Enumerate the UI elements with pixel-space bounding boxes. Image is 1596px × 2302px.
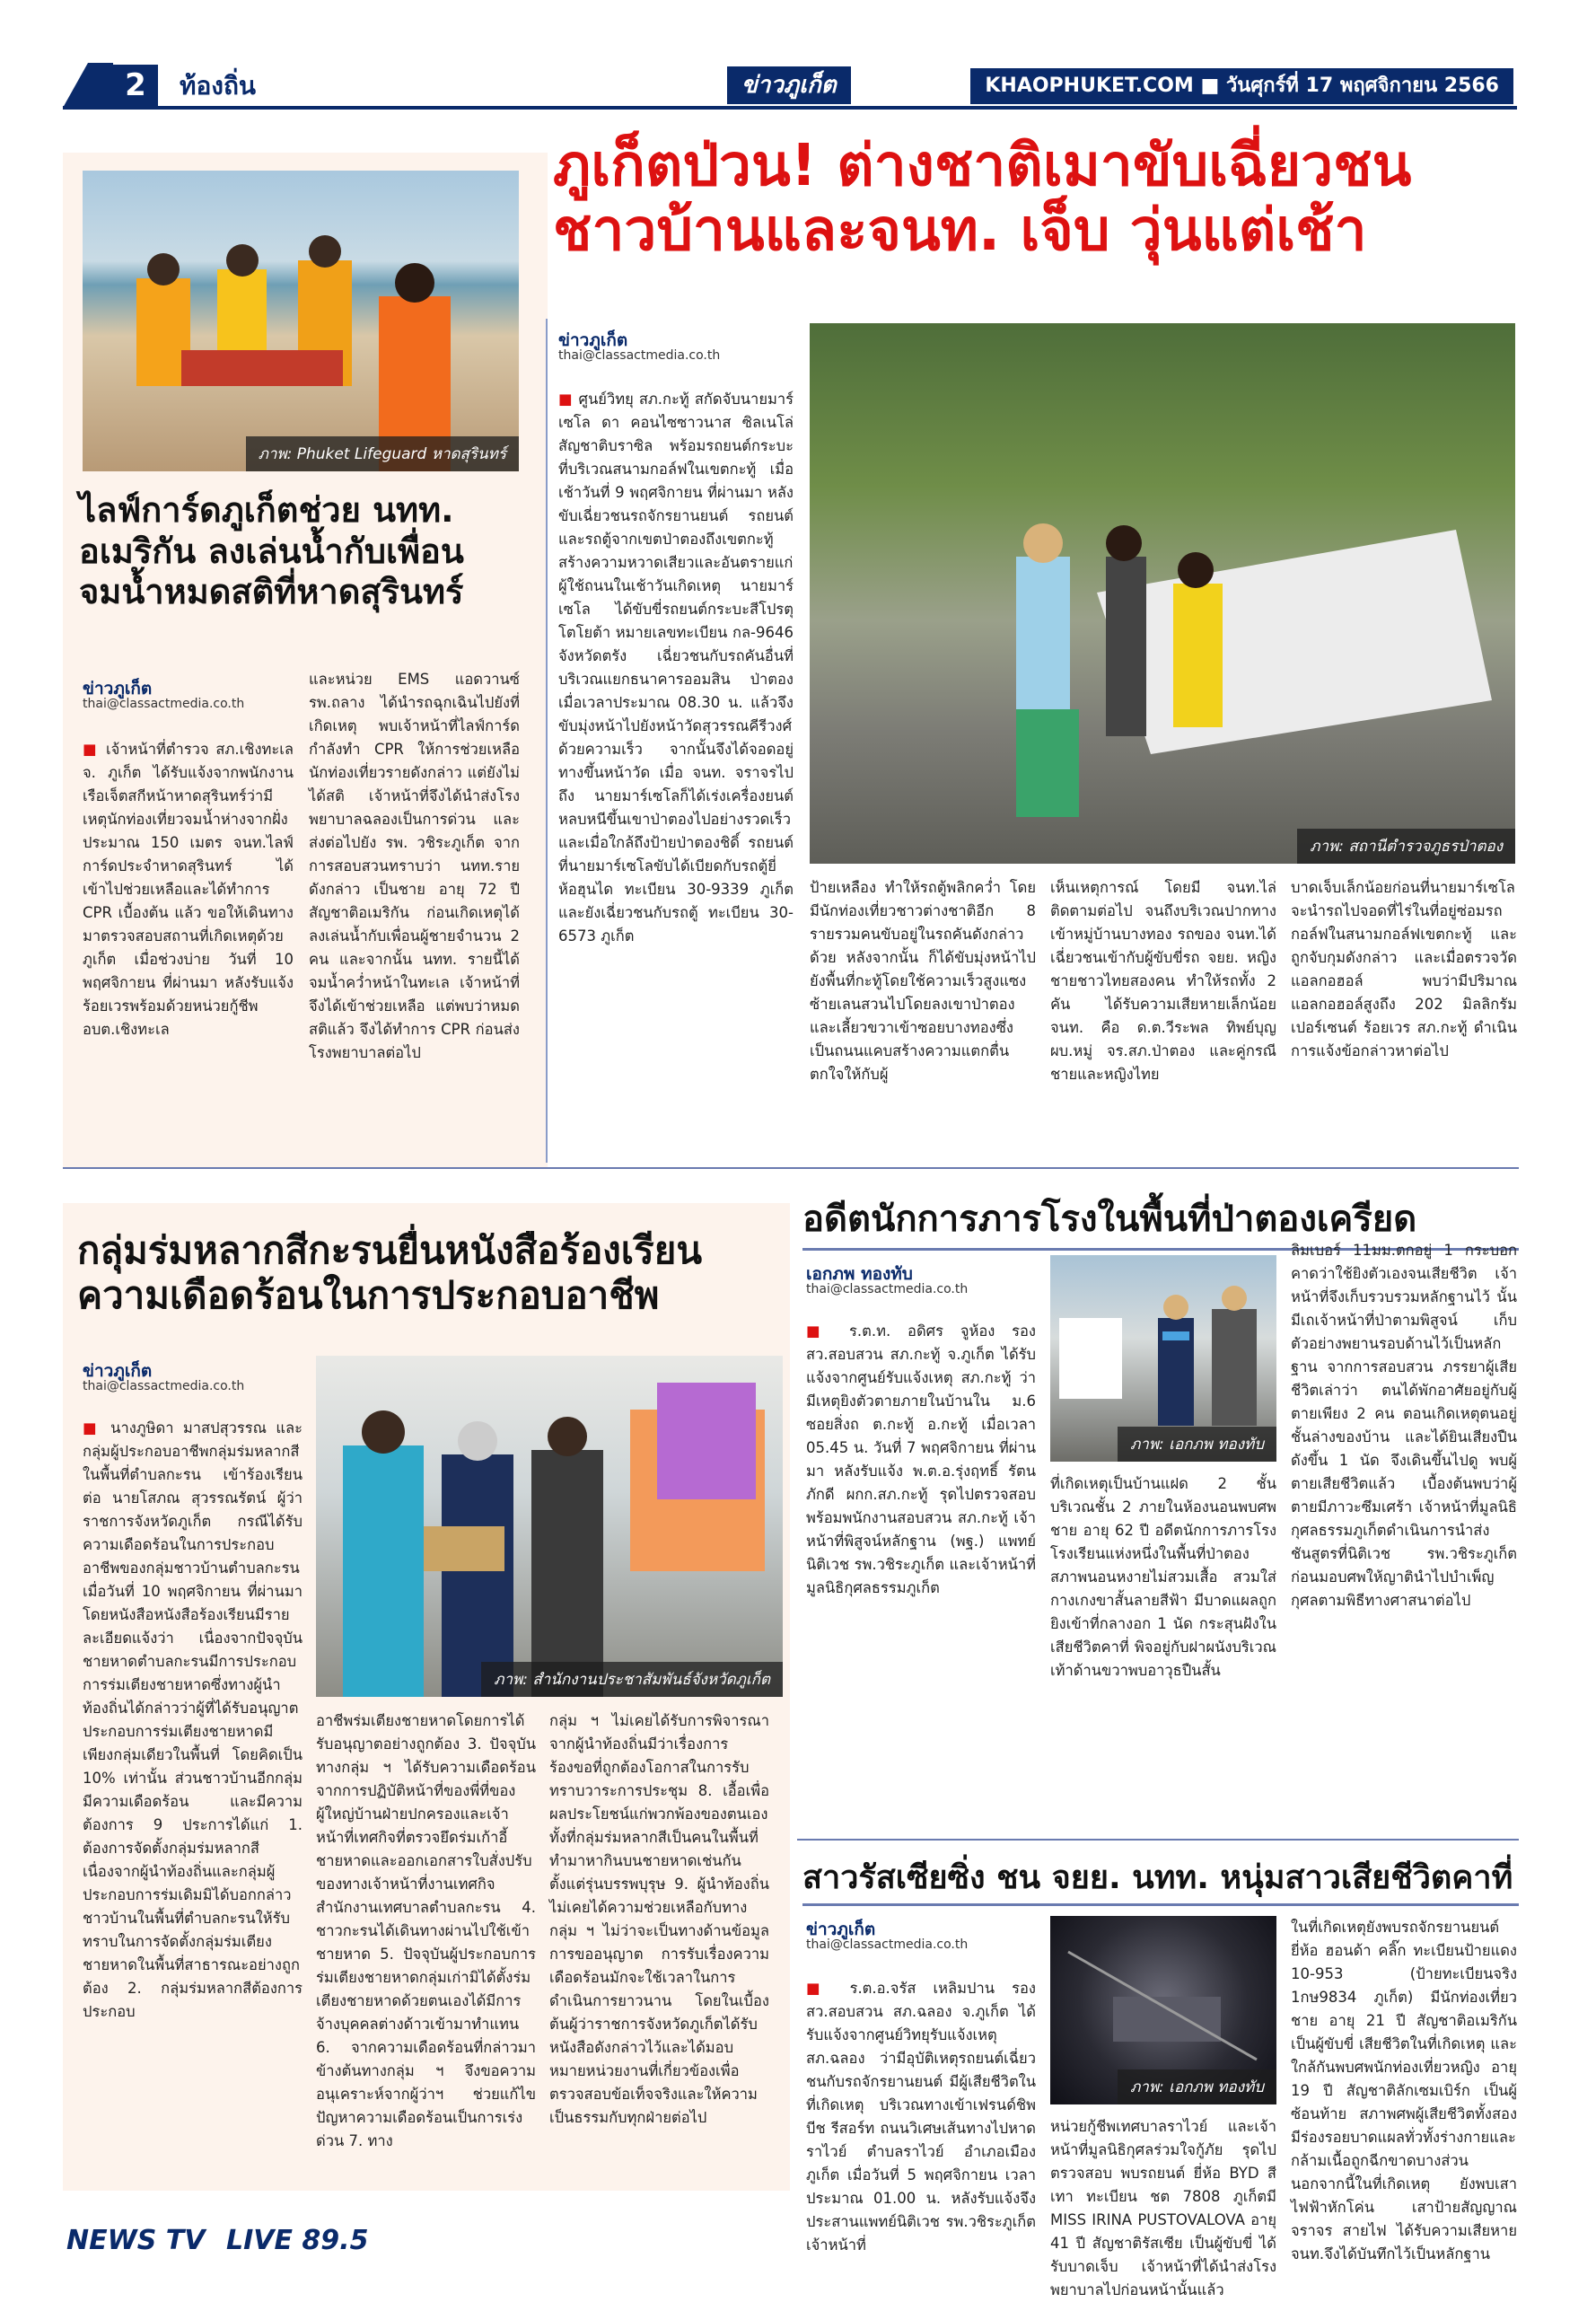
story5-photo bbox=[1050, 1916, 1276, 2104]
bullet-square-icon: ■ bbox=[806, 1322, 850, 1340]
story3-text-1: นางภูษิดา มาสปสุวรรณ และกลุ่มผู้ประกอบอาชีพกลุ่มร่มหลากสีในพื้นที่ตำบลกะรน เข้าร้องเรียนต่อ นายโสภณ สุวรรณรัตน์ ผู้ว่าราชการจังหวัดภูเก็ต กรณีได้รับความเดือดร้อนในการประกอบอาชีพของกลุ่มชาวบ้านตำบลกะรน เมื่อวันที่ 10 พฤศจิกายน ที่ผ่านมา โดยหนังสือหนังสือร้องเรียนมีรายละเอียดแจ้งว่า เนื่องจากปัจจุบันชายหาดตำบลกะรนมีการประกอบการร่มเตียงชายหาดซึ่งทางผู้นำท้องถิ่นได้กล่าวว่าผู้ที่ได้รับอนุญาตประกอบการร่มเตียงชายหาดมีเพียงกลุ่มเดียวในพื้นที่ โดยคิดเป็น 10% เท่านั้น ส่วนชาวบ้านอีกกลุ่มมีความเดือดร้อน และมีความต้องการ 9 ประการได้แก่ 1. ต้องการจัดตั้งกลุ่มร่มหลากสีเนื่องจากผู้นำท้องถิ่นและกลุ่มผู้ประกอบการร่มเดิมมิได้บอกกล่าวชาวบ้านในพื้นที่ตำบลกะรนให้รับทราบในการจัดตั้งกลุ่มร่มเตียงชายหาดในพื้นที่สาธารณะอย่างถูกต้อง 2. กลุ่มร่มหลากสีต้องการประกอบ bbox=[83, 1419, 303, 2020]
story4-photo bbox=[1050, 1255, 1276, 1462]
story1-headline-line-3: จมน้ำหมดสติที่หาดสุรินทร์ bbox=[79, 572, 464, 612]
story1-byline: ข่าวภูเก็ต bbox=[83, 679, 153, 699]
horizontal-divider-2 bbox=[797, 1839, 1519, 1841]
story4-column-3: ลิมเบอร์ 11มม.ตกอยู่ 1 กระบอก คาดว่าใช้ยิงตัวเองจนเสียชีวิต เจ้าหน้าที่จึงเก็บรวบรวมหลักฐานไว้ นั้นมีเถเจ้าหน้าที่ป่าตามพิสูจน์ เก็บตัวอย่างพยานรอบด้านไว้เป็นหลักฐาน จากการสอบสวน ภรรยาผู้เสียชีวิตเล่าว่า ตนได้พักอาศัยอยู่กับผู้ตายเพียง 2 คน ตอนเกิดเหตุตนอยู่ชั้นล่างของบ้าน และได้ยินเสียงปืนดังขึ้น 1 นัด จึงเดินขึ้นไปดู พบผู้ตายเสียชีวิตแล้ว เบื้องต้นพบว่าผู้ตายมีภาวะซึมเศร้า เจ้าหน้าที่มูลนิธิกุศลธรรมภูเก็ตดำเนินการนำส่งชันสูตรที่นิติเวช รพ.วชิระภูเก็ต ก่อนมอบศพให้ญาตินำไปบำเพ็ญกุศลตามพิธีทางศาสนาต่อไป bbox=[1291, 1242, 1517, 1609]
story2-text-1: ศูนย์วิทยุ สภ.กะทู้ สกัดจับนายมาร์เซโล ดา คอนไซซาวนาส ซิลเนโล่ สัญชาติบราซิล พร้อมรถยนต์กระบะ ที่บริเวณสนามกอล์ฟในเขตกะทู้ เมื่อเช้าวันที่ 9 พฤศจิกายน ที่ผ่านมา หลังขับเฉี่ยวชนรถจักรยานยนต์ รถยนต์ และรถตู้จากเขตป่าตองถึงเขตกะทู้ สร้างความหวาดเสียวและอันตรายแก่ผู้ใช้ถนนในเช้าวันเกิดเหตุ นายมาร์เซโล ได้ขับขี่รถยนต์กระบะสีโปรตุ โตโยต้า หมายเลขทะเบียน กล-9646 จังหวัดตรัง เฉี่ยวชนกับรถคันอื่นที่บริเวณแยกธนาคารออมสิน ป่าตอง เมื่อเวลาประมาณ 08.30 น. แล้วจึงขับมุ่งหน้าไปยังหน้าวัดสุวรรณคีรีวงศ์ด้วยความเร็ว จากนั้นจึงได้จอดอยู่ทางขึ้นหน้าวัด เมื่อ จนท. จราจรไปถึง นายมาร์เซโลก็ได้เร่งเครื่องยนต์หลบหนีขึ้นเขาป่าตองไปอย่างรวดเร็ว และเมื่อใกล้ถึงป้ายป่าตองชิดิ์ รถยนต์ที่นายมาร์เซโลขับได้เบียดกับรถตู้ยี่ห้อฮุนได ทะเบียน 30-9339 ภูเก็ต และยังเฉี่ยวชนกับรถตู้ ทะเบียน 30-6573 ภูเก็ต bbox=[558, 391, 794, 945]
page-number: 2 bbox=[113, 65, 158, 106]
header-rule bbox=[63, 106, 1517, 110]
story3-column-2: อาชีพร่มเตียงชายหาดโดยการได้รับอนุญาตอย่างถูกต้อง 3. ปัจจุบันทางกลุ่ม ฯ ได้รับความเดือดร้อนจากการปฏิบัติหน้าที่ของพี่ที่ของผู้ใหญ่บ้านฝ่ายปกครองและเจ้าหน้าที่เทศกิจที่ตรวจยึดร่มเก้าอี้ชายหาดและออกเอกสารใบสั่งปรับของทางเจ้าหน้าที่งานเทศกิจสำนักงานเทศบาลตำบลกะรน 4. ชาวกะรนได้เดินทางผ่านไปใช้เข้าชายหาด 5. ปัจจุบันผู้ประกอบการร่มเตียงชายหาดกลุ่มเก่ามิได้ตั้งร่มเตียงชายหาดด้วยตนเองได้มีการจ้างบุคคลต่างด้าวเข้ามาทำแทน 6. จากความเดือดร้อนที่กล่าวมาข้างต้นทางกลุ่ม ฯ จึงขอความอนุเคราะห์จากผู้ว่าฯ ช่วยแก้ไขปัญหาความเดือดร้อนเป็นการเร่งด่วน 7. ทาง bbox=[316, 1712, 536, 2149]
brand-logo: ข่าวภูเก็ต bbox=[727, 66, 851, 104]
bullet-square-icon: ■ bbox=[83, 741, 106, 758]
story5-rule bbox=[802, 1903, 1519, 1906]
story1-photo bbox=[83, 171, 519, 471]
story2-photo bbox=[810, 323, 1515, 864]
story3-headline-line-2: ความเดือดร้อนในการประกอบอาชีพ bbox=[77, 1273, 660, 1318]
story5-column-3: ในที่เกิดเหตุยังพบรถจักรยานยนต์ ยี่ห้อ ฮอนด้า คลิ๊ก ทะเบียนป้ายแดง 10-953 (ป้ายทะเบียนจริง 1กษ9834 ภูเก็ต) มีนักท่องเที่ยวชาย อายุ 21 ปี สัญชาติอเมริกัน เป็นผู้ขับขี่ เสียชีวิตในที่เกิดเหตุ และใกล้กันพบศพนักท่องเที่ยวหญิง อายุ 19 ปี สัญชาติลักเซมเบิร์ก เป็นผู้ซ้อนท้าย สภาพศพผู้เสียชีวิตทั้งสองมีร่องรอยบาดแผลทั่วทั้งร่างกายและกล้ามเนื้อถูกฉีกขาดบางส่วน นอกจากนี้ในที่เกิดเหตุ ยังพบเสาไฟฟ้าหักโค่น เสาป้ายสัญญาณจราจร สายไฟ ได้รับความเสียหาย จนท.จึงได้บันทึกไว้เป็นหลักฐาน bbox=[1291, 1919, 1517, 2262]
story3-byline: ข่าวภูเก็ต bbox=[83, 1361, 153, 1381]
story3-column-1 bbox=[83, 1417, 303, 2189]
bullet-square-icon: ■ bbox=[806, 1980, 850, 1997]
story5-photo-caption: ภาพ: เอกภพ ทองทับ bbox=[1118, 2069, 1276, 2104]
story4-headline: อดีตนักการภารโรงในพื้นที่ป่าตองเครียด bbox=[802, 1199, 1417, 1240]
story2-headline-line-1: ภูเก็ตป่วน! ต่างชาติเมาขับเฉี่ยวชน bbox=[553, 133, 1412, 199]
story1-column-2: และหน่วย EMS แอดวานซ์ รพ.ถลาง ได้นำรถฉุกเฉินไปยังที่เกิดเหตุ พบเจ้าหน้าที่ไลฟ์การ์ดกำลังทำ CPR ให้การช่วยเหลือนักท่องเที่ยวรายดังกล่าว แต่ยังไม่ได้สติ เจ้าหน้าที่จึงได้นำส่งโรงพยาบาลฉลองเป็นการด่วน และส่งต่อไปยัง รพ. วชิระภูเก็ต จากการสอบสวนทราบว่า นทท.รายดังกล่าว เป็นชาย อายุ 72 ปี สัญชาติอเมริกัน ก่อนเกิดเหตุได้ลงเล่นน้ำกับเพื่อนผู้ชายจำนวน 2 คน และจากนั้น นทท. รายนี้ได้จมน้ำคว่ำหน้าในทะเล เจ้าหน้าที่จึงได้เข้าช่วยเหลือ แต่พบว่าหมดสติแล้ว จึงได้ทำการ CPR ก่อนส่งโรงพยาบาลต่อไป bbox=[309, 671, 520, 1061]
bullet-square-icon: ■ bbox=[83, 1419, 111, 1437]
story4-text-1: ร.ต.ท. อดิศร จูห้อง รอง สว.สอบสวน สภ.กะทู้ จ.ภูเก็ต ได้รับแจ้งจากศูนย์รับแจ้งเหตุ สภ.กะทู้ ว่ามีเหตุยิงตัวตายภายในบ้านใน ม.6 ซอยสิ่งถ ต.กะทู้ อ.กะทู้ เมื่อเวลา 05.45 น. วันที่ 7 พฤศจิกายน ที่ผ่านมา หลังรับแจ้ง พ.ต.อ.รุ่งฤทธิ์ รัตนภักดี ผกก.สภ.กะทู้ รุดไปตรวจสอบพร้อมพนักงานสอบสวน สภ.กะทู้ เจ้าหน้าที่พิสูจน์หลักฐาน (พฐ.) แพทย์นิติเวช รพ.วชิระภูเก็ต และเจ้าหน้าที่มูลนิธิกุศลธรรมภูเก็ต bbox=[806, 1322, 1036, 1596]
story2-column-1 bbox=[558, 388, 794, 1160]
story2-column-2: ป้ายเหลือง ทำให้รถตู้พลิกคว่ำ โดยมีนักท่องเที่ยวชาวต่างชาติอีก 8 รายรวมคนขับอยู่ในรถคันดังกล่าวด้วย หลังจากนั้น ก็ได้ขับมุ่งหน้าไปยังพื้นที่กะทู้โดยใช้ความเร็วสูงแซงซ้ายเลนสวนไปโดยลงเขาป่าตองและเลี้ยวขวาเข้าซอยบางทองซึ่งเป็นถนนแคบสร้างความแตกตื่นตกใจให้กับผู้ bbox=[810, 879, 1036, 1083]
story2-column-4: บาดเจ็บเล็กน้อยก่อนที่นายมาร์เซโลจะนำรถไปจอดที่ไร่ในที่อยู่ซ่อมรถกอล์ฟในสนามกอล์ฟเขตกะทู้ และถูกจับกุมดังกล่าว และเมื่อตรวจวัดแอลกอฮอล์ พบว่ามีปริมาณแอลกอฮอล์สูงถึง 202 มิลลิกรัมเปอร์เซนต์ ร้อยเวร สภ.กะทู้ ดำเนินการแจ้งข้อกล่าวหาต่อไป bbox=[1291, 879, 1517, 1059]
story5-headline: สาวรัสเซียซิ่ง ชน จยย. นทท. หนุ่มสาวเสียชีวิตคาที่ bbox=[802, 1859, 1513, 1896]
story1-column-1 bbox=[83, 738, 294, 1151]
story4-photo-caption: ภาพ: เอกภพ ทองทับ bbox=[1118, 1427, 1276, 1462]
story5-byline: ข่าวภูเก็ต bbox=[806, 1920, 876, 1939]
news-tv-logo: NEWS TV bbox=[66, 2225, 206, 2256]
story4-email: thai@classactmedia.co.th bbox=[806, 1282, 969, 1296]
petition-group-image bbox=[316, 1356, 783, 1697]
column-divider bbox=[546, 319, 548, 1163]
story4-column-1 bbox=[806, 1320, 1036, 1823]
story2-headline bbox=[553, 135, 1522, 263]
story2-email: thai@classactmedia.co.th bbox=[558, 348, 721, 363]
story1-email: thai@classactmedia.co.th bbox=[83, 697, 245, 711]
story1-headline bbox=[79, 490, 546, 613]
story5-column-2: หน่วยกู้ชีพเทศบาลราไวย์ และเจ้าหน้าที่มูลนิธิกุศลร่วมใจกู้ภัย รุดไปตรวจสอบ พบรถยนต์ ยี่ห้อ BYD สีเทา ทะเบียน ชต 7808 ภูเก็ตมี MISS IRINA PUSTOVALOVA อายุ 41 ปี สัญชาติรัสเซีย เป็นผู้ขับขี่ ได้รับบาดเจ็บ เจ้าหน้าที่ได้นำส่งโรงพยาบาลไปก่อนหน้านั้นแล้ว bbox=[1050, 2118, 1276, 2298]
story1-headline-line-2: อเมริกัน ลงเล่นน้ำกับเพื่อน bbox=[79, 531, 464, 571]
story2-column-3: เห็นเหตุการณ์ โดยมี จนท.ไล่ติดตามต่อไป จนถึงบริเวณปากทางเข้าหมู่บ้านบางทอง รถของ จนท.ได้เฉี่ยวชนเข้ากับผู้ขับขี่รถ จยย. หญิงชายชาวไทยสองคน ทำให้รถทั้ง 2 คัน ได้รับความเสียหายเล็กน้อย จนท. คือ ด.ต.วีระพล ทิพย์บุญ ผบ.หมู่ จร.สภ.ป่าตอง และคู่กรณีชายและหญิงไทย bbox=[1050, 879, 1276, 1083]
story1-photo-caption: ภาพ: Phuket Lifeguard หาดสุรินทร์ bbox=[246, 436, 519, 471]
story2-photo-caption: ภาพ: สถานีตำรวจภูธรป่าตอง bbox=[1297, 829, 1515, 864]
story5-text-1: ร.ต.อ.จรัส เหลิมปาน รอง สว.สอบสวน สภ.ฉลอง จ.ภูเก็ต ได้รับแจ้งจากศูนย์วิทยุรับแจ้งเหตุ สภ.ฉลอง ว่ามีอุบัติเหตุรถยนต์เฉี่ยวชนกับรถจักรยานยนต์ มีผู้เสียชีวิตในที่เกิดเหตุ บริเวณทางเข้าเฟรนด์ชิพบีช รีสอร์ท ถนนวิเศษเส้นทางไปหาดราไวย์ ตำบลราไวย์ อำเภอเมือง ภูเก็ต เมื่อวันที่ 5 พฤศจิกายน เวลาประมาณ 01.00 น. หลังรับแจ้งจึงประสานแพทย์นิติเวช รพ.วชิระภูเก็ต เจ้าหน้าที่ bbox=[806, 1980, 1036, 2254]
story3-headline-line-1: กลุ่มร่มหลากสีกะรนยื่นหนังสือร้องเรียน bbox=[77, 1228, 703, 1272]
overturned-van-image bbox=[810, 323, 1515, 864]
story3-email: thai@classactmedia.co.th bbox=[83, 1379, 245, 1393]
story3-column-3: กลุ่ม ฯ ไม่เคยได้รับการพิจารณาจากผู้นำท้องถิ่นมีว่าเรื่องการร้องขอที่ถูกต้องโอกาสในการรับทราบวาระการประชุม 8. เอื้อเพื่อผลประโยชน์แก่พวกพ้องของตนเองทั้งที่กลุ่มร่มหลากสีเป็นคนในพื้นที่ทำมาหากินบนชายหาดเช่นกันตั้งแต่รุ่นบรรพบุรุษ 9. ผู้นำท้องถิ่นไม่เคยได้ความช่วยเหลือกับทางกลุ่ม ฯ ไม่ว่าจะเป็นทางด้านข้อมูลการขออนุญาต การรับเรื่องความเดือดร้อนมักจะใช้เวลาในการดำเนินการยาวนาน โดยในเบื้องต้นผู้ว่าราชการจังหวัดภูเก็ตได้รับหนังสือดังกล่าวไว้และได้มอบหมายหน่วยงานที่เกี่ยวข้องเพื่อตรวจสอบข้อเท็จจริงและให้ความเป็นธรรมกับทุกฝ่ายต่อไป bbox=[549, 1712, 769, 2126]
lifeguard-rescue-image bbox=[83, 171, 519, 471]
story4-column-2: ที่เกิดเหตุเป็นบ้านแฝด 2 ชั้น บริเวณชั้น 2 ภายในห้องนอนพบศพชาย อายุ 62 ปี อดีตนักการภารโรงโรงเรียนแห่งหนึ่งในพื้นที่ป่าตอง สภาพนอนหงายไม่สวมเสื้อ สวมใส่กางเกงขาสั้นลายสีฟ้า มีบาดแผลถูกยิงเข้าที่กลางอก 1 นัด กระสุนฝังใน เสียชีวิตคาที่ พิจอยู่กับฝาผนังบริเวณเท้าด้านขวาพบอาวุธปืนสั้น bbox=[1050, 1475, 1276, 1679]
section-name: ท้องถิ่น bbox=[180, 71, 257, 101]
story2-headline-line-2: ชาวบ้านและจนท. เจ็บ วุ่นแต่เช้า bbox=[553, 197, 1367, 264]
story3-headline bbox=[77, 1228, 795, 1319]
page-corner-mark bbox=[63, 63, 113, 108]
story2-byline: ข่าวภูเก็ต bbox=[558, 330, 628, 350]
story3-photo bbox=[316, 1356, 783, 1697]
live-radio-logo: LIVE 89.5 bbox=[226, 2225, 369, 2256]
story4-byline: เอกภพ ทองทับ bbox=[806, 1264, 913, 1284]
story5-column-1 bbox=[806, 1977, 1036, 2254]
story5-email: thai@classactmedia.co.th bbox=[806, 1937, 969, 1952]
story1-text-1: เจ้าหน้าที่ตำรวจ สภ.เชิงทะเล จ. ภูเก็ต ได้รับแจ้งจากพนักงานเรือเจ็ตสกีหน้าหาดสุรินทร์ว่ามีเหตุนักท่องเที่ยวจมน้ำห่างจากฝั่งประมาณ 150 เมตร จนท.ไลฟ์การ์ดประจำหาดสุรินทร์ ได้เข้าไปช่วยเหลือและได้ทำการ CPR เบื้องต้น แล้ว ขอให้เดินทางมาตรวจสอบสถานที่เกิดเหตุด้วยภูเก็ต เมื่อช่วงบ่าย วันที่ 10 พฤศจิกายน ที่ผ่านมา หลังรับแจ้ง ร้อยเวรพร้อมด้วยหน่วยกู้ชีพ อบต.เชิงทะเล bbox=[83, 741, 294, 1038]
horizontal-divider bbox=[63, 1167, 1519, 1169]
story3-photo-caption: ภาพ: สำนักงานประชาสัมพันธ์จังหวัดภูเก็ต bbox=[481, 1662, 783, 1697]
story1-headline-line-1: ไลฟ์การ์ดภูเก็ตช่วย นทท. bbox=[79, 490, 454, 530]
bullet-square-icon: ■ bbox=[558, 391, 579, 408]
site-date: KHAOPHUKET.COM ■ วันศุกร์ที่ 17 พฤศจิกายน 2566 bbox=[970, 68, 1513, 104]
